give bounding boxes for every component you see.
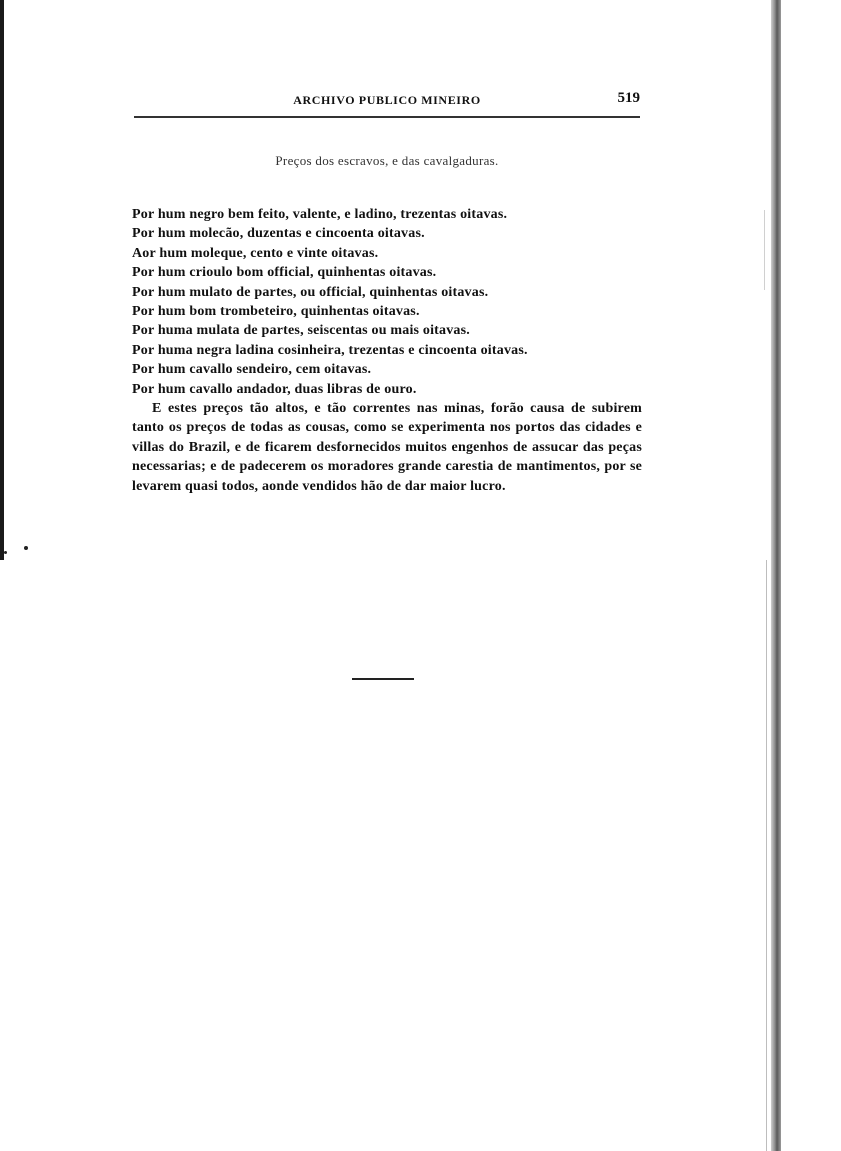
scan-speck [4, 551, 7, 554]
gutter-shadow-right [771, 0, 781, 1151]
body-paragraph: E estes preços tão altos, e tão correntes nas minas, forão causa de subirem tanto os preços de todas as cousas, como se experimenta nos portos das cidades e villas do Brazil, e de ficarem desfornecidos muitos engenhos de assucar das peças necessarias; e de padecerem os moradores grande carestia de mantimentos, por se levarem quasi todos, aonde vendidos hão de dar maior lucro. [132, 401, 642, 494]
price-line: Por hum crioulo bom official, quinhentas oitavas. [132, 265, 437, 281]
price-line: Por hum cavallo andador, duas libras de ouro. [132, 381, 417, 397]
gutter-line [766, 560, 767, 1151]
price-line: Por huma mulata de partes, seiscentas ou mais oitavas. [132, 323, 470, 339]
page-header [134, 90, 640, 113]
price-line: Por hum mulato de partes, ou official, quinhentas oitavas. [132, 284, 489, 300]
price-line: Por hum molecão, duzentas e cincoenta oitavas. [132, 226, 425, 242]
price-line: Por hum cavallo sendeiro, cem oitavas. [132, 362, 372, 378]
price-line: Por hum negro bem feito, valente, e ladino, trezentas oitavas. [132, 207, 508, 222]
section-subtitle: Preços dos escravos, e das cavalgaduras. [275, 153, 499, 168]
price-line: Por hum bom trombeteiro, quinhentas oitavas. [132, 304, 420, 320]
end-rule [352, 678, 414, 680]
page-number: 519 [617, 90, 640, 106]
price-line: Aor hum moleque, cento e vinte oitavas. [132, 245, 379, 261]
binding-edge-left [0, 0, 4, 560]
gutter-line-upper [764, 210, 765, 290]
price-line: Por huma negra ladina cosinheira, trezentas e cincoenta oitavas. [132, 342, 528, 358]
scan-speck [24, 546, 28, 550]
running-head: ARCHIVO PUBLICO MINEIRO [293, 93, 481, 107]
body-text [132, 205, 642, 496]
header-rule [134, 116, 640, 118]
